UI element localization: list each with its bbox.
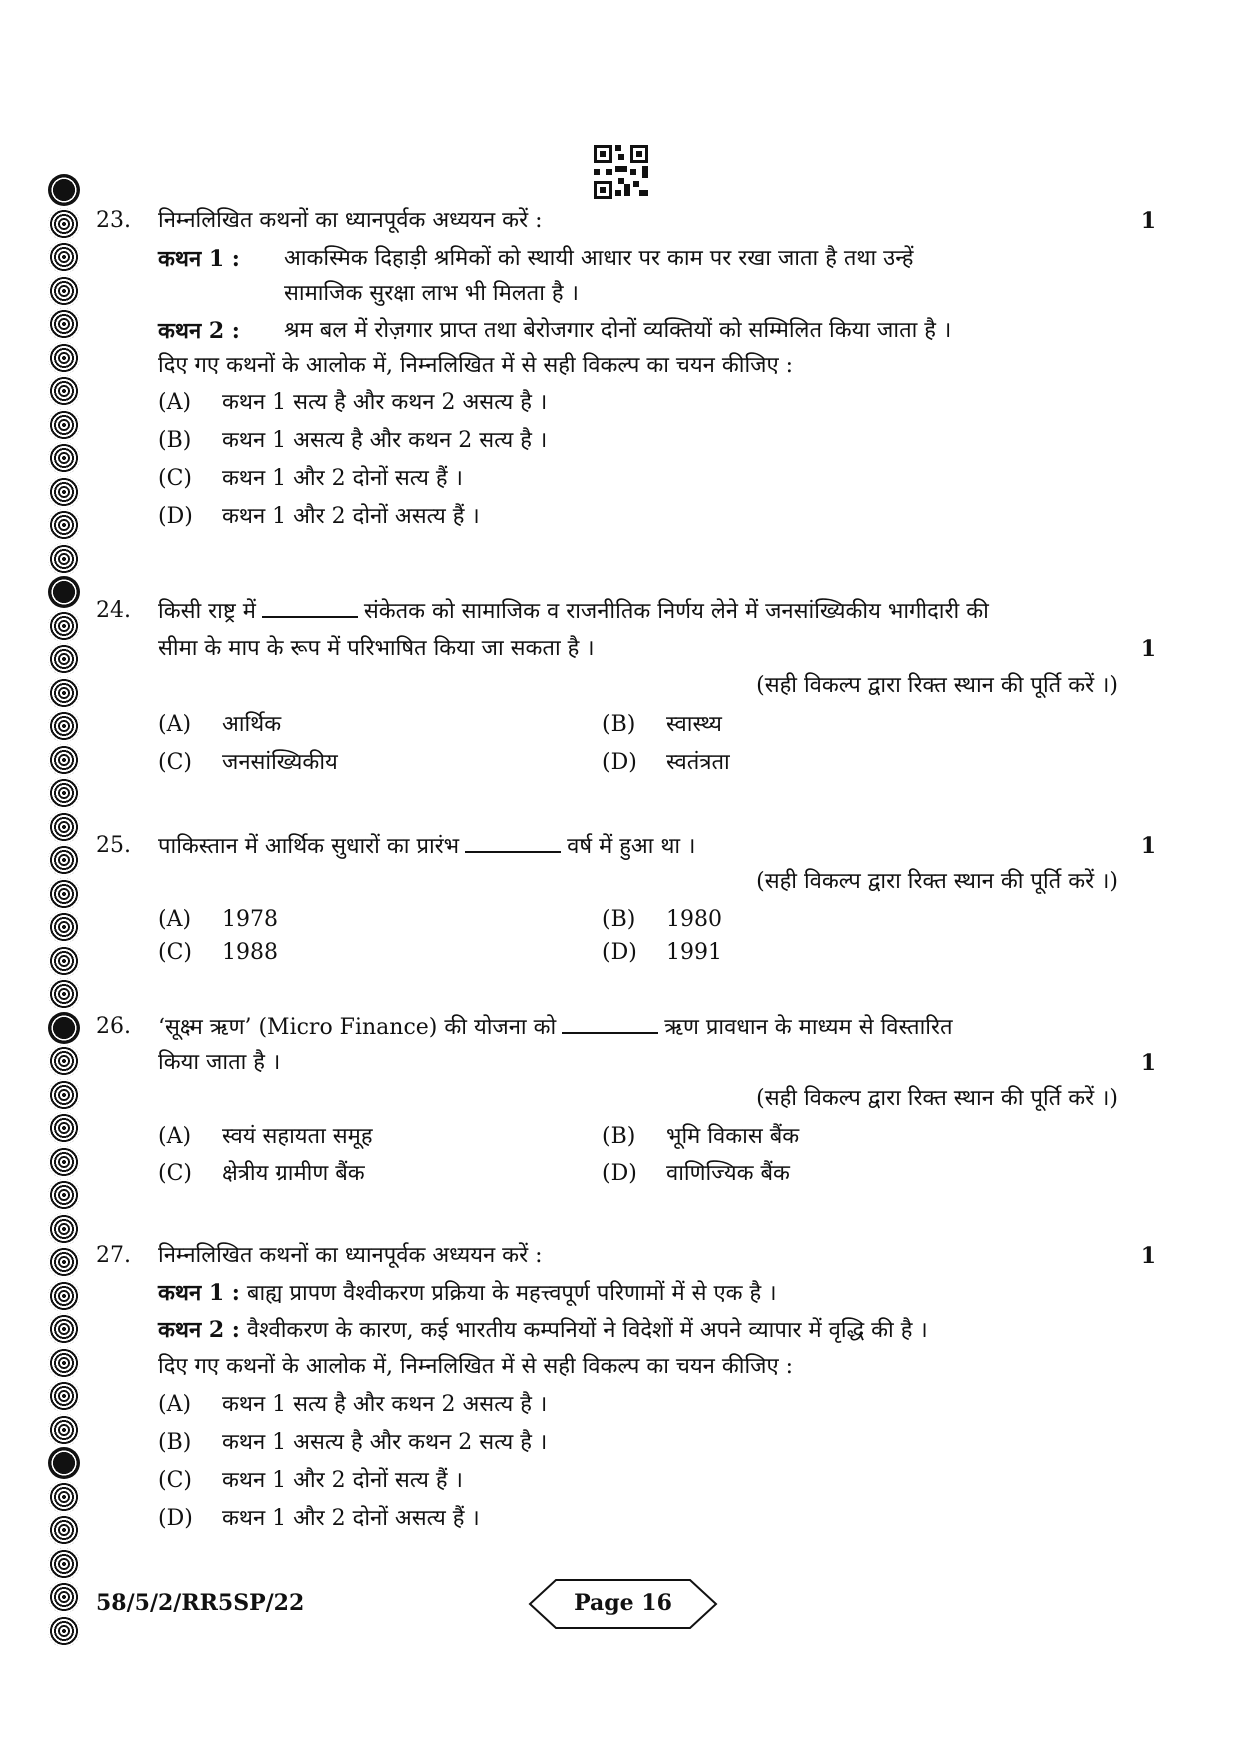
hint: (सही विकल्प द्वारा रिक्त स्थान की पूर्ति करें ।) (756, 1086, 1118, 1111)
option-d: (D) कथन 1 और 2 दोनों असत्य हैं । (158, 1506, 480, 1531)
margin-ring-icon (48, 576, 80, 608)
margin-ring-icon (48, 308, 80, 340)
statement-2-text: श्रम बल में रोज़गार प्राप्त तथा बेरोजगार दोनों व्यक्तियों को सम्मिलित किया जाता है । (284, 318, 952, 343)
option-a: (A) कथन 1 सत्य है और कथन 2 असत्य है । (158, 1392, 548, 1417)
margin-ring-icon (48, 744, 80, 776)
question-stem: किसी राष्ट्र में संकेतक को सामाजिक व राजनीतिक निर्णय लेने में जनसांख्यिकीय भागीदारी की (158, 599, 989, 624)
margin-ring-icon (48, 543, 80, 575)
margin-ring-icon (48, 1380, 80, 1412)
option-d: (D) 1991 (602, 940, 722, 965)
margin-ring-icon (48, 811, 80, 843)
margin-ring-icon (48, 610, 80, 642)
option-c: (C) 1988 (158, 940, 278, 965)
option-d: (D) कथन 1 और 2 दोनों असत्य हैं । (158, 504, 480, 529)
margin-ring-icon (48, 208, 80, 240)
option-c: (C) कथन 1 और 2 दोनों सत्य हैं । (158, 466, 463, 491)
marks: 1 (1140, 833, 1156, 859)
statement-1-text: आकस्मिक दिहाड़ी श्रमिकों को स्थायी आधार पर काम पर रखा जाता है तथा उन्हें (284, 246, 914, 271)
margin-ring-icon (48, 1079, 80, 1111)
marks: 1 (1140, 1050, 1156, 1076)
option-a: (A) कथन 1 सत्य है और कथन 2 असत्य है । (158, 390, 548, 415)
question-stem: पाकिस्तान में आर्थिक सुधारों का प्रारंभ वर्ष में हुआ था । (158, 834, 696, 859)
margin-ring-icon (48, 342, 80, 374)
statement-2-label: कथन 2 : (158, 318, 240, 344)
qr-code-icon (594, 145, 648, 199)
page-number-badge (528, 1578, 718, 1630)
margin-ring-icon (48, 409, 80, 441)
margin-ring-icon (48, 1246, 80, 1278)
margin-ring-icon (48, 1012, 80, 1044)
fill-blank (562, 1014, 658, 1034)
instruction: दिए गए कथनों के आलोक में, निम्नलिखित में से सही विकल्प का चयन कीजिए : (158, 1354, 794, 1379)
margin-ring-icon (48, 1514, 80, 1546)
margin-ring-icon (48, 1447, 80, 1479)
marks: 1 (1140, 1243, 1156, 1269)
margin-ring-icon (48, 241, 80, 273)
question-stem: ‘सूक्ष्म ऋण’ (Micro Finance) की योजना को ऋण प्रावधान के माध्यम से विस्तारित (158, 1015, 953, 1040)
margin-ring-icon (48, 1581, 80, 1613)
margin-ring-icon (48, 710, 80, 742)
option-b: (B) भूमि विकास बैंक (602, 1124, 800, 1149)
margin-ring-icon (48, 643, 80, 675)
option-b: (B) स्वास्थ्य (602, 712, 722, 737)
option-a: (A) आर्थिक (158, 712, 282, 737)
statement-1-text-cont: सामाजिक सुरक्षा लाभ भी मिलता है । (284, 281, 579, 306)
question-stem: निम्नलिखित कथनों का ध्यानपूर्वक अध्ययन करें : (158, 1243, 543, 1268)
page-label: Page 16 (574, 1590, 672, 1616)
question-25 (96, 833, 1156, 973)
option-d: (D) स्वतंत्रता (602, 750, 730, 775)
margin-ring-icon (48, 1112, 80, 1144)
margin-ring-icon (48, 1347, 80, 1379)
margin-ring-icon (48, 1045, 80, 1077)
paper-code: 58/5/2/RR5SP/22 (96, 1590, 305, 1616)
option-c: (C) क्षेत्रीय ग्रामीण बैंक (158, 1161, 365, 1186)
fill-blank (262, 598, 358, 618)
margin-ring-icon (48, 375, 80, 407)
margin-ring-icon (48, 1548, 80, 1580)
margin-ring-icon (48, 677, 80, 709)
option-b: (B) कथन 1 असत्य है और कथन 2 सत्य है । (158, 1430, 548, 1455)
margin-ring-icon (48, 442, 80, 474)
margin-ring-icon (48, 878, 80, 910)
question-stem-cont: किया जाता है । (158, 1050, 281, 1075)
margin-ring-icon (48, 275, 80, 307)
option-c: (C) जनसांख्यिकीय (158, 750, 338, 775)
option-b: (B) 1980 (602, 907, 722, 932)
margin-ring-icon (48, 1146, 80, 1178)
question-number: 26. (96, 1014, 131, 1039)
instruction: दिए गए कथनों के आलोक में, निम्नलिखित में से सही विकल्प का चयन कीजिए : (158, 353, 794, 378)
margin-ring-icon (48, 777, 80, 809)
margin-ring-icon (48, 911, 80, 943)
question-26 (96, 1014, 1156, 1214)
question-number: 25. (96, 833, 131, 858)
margin-ring-icon (48, 174, 80, 206)
option-a: (A) 1978 (158, 907, 278, 932)
question-24 (96, 598, 1156, 798)
margin-ring-strip (48, 174, 86, 1648)
margin-ring-icon (48, 978, 80, 1010)
margin-ring-icon (48, 476, 80, 508)
question-stem: निम्नलिखित कथनों का ध्यानपूर्वक अध्ययन करें : (158, 208, 543, 233)
option-b: (B) कथन 1 असत्य है और कथन 2 सत्य है । (158, 428, 548, 453)
margin-ring-icon (48, 1179, 80, 1211)
margin-ring-icon (48, 509, 80, 541)
question-27 (96, 1243, 1156, 1553)
statement-1-label: कथन 1 : (158, 246, 240, 272)
margin-ring-icon (48, 945, 80, 977)
margin-ring-icon (48, 1313, 80, 1345)
fill-blank (465, 833, 561, 853)
question-stem-cont: सीमा के माप के रूप में परिभाषित किया जा सकता है । (158, 636, 595, 661)
question-number: 24. (96, 598, 131, 623)
question-number: 23. (96, 208, 131, 233)
margin-ring-icon (48, 1414, 80, 1446)
option-d: (D) वाणिज्यिक बैंक (602, 1161, 790, 1186)
margin-ring-icon (48, 1213, 80, 1245)
option-a: (A) स्वयं सहायता समूह (158, 1124, 373, 1149)
marks: 1 (1140, 636, 1156, 662)
margin-ring-icon (48, 1280, 80, 1312)
statement-2: कथन 2 : वैश्वीकरण के कारण, कई भारतीय कम्पनियों ने विदेशों में अपने व्यापार में वृद्धि की है । (158, 1317, 928, 1343)
hint: (सही विकल्प द्वारा रिक्त स्थान की पूर्ति करें ।) (756, 869, 1118, 894)
hint: (सही विकल्प द्वारा रिक्त स्थान की पूर्ति करें ।) (756, 673, 1118, 698)
question-23 (96, 208, 1156, 529)
margin-ring-icon (48, 844, 80, 876)
option-c: (C) कथन 1 और 2 दोनों सत्य हैं । (158, 1468, 463, 1493)
margin-ring-icon (48, 1481, 80, 1513)
statement-1: कथन 1 : बाह्य प्रापण वैश्वीकरण प्रक्रिया के महत्त्वपूर्ण परिणामों में से एक है । (158, 1280, 777, 1306)
margin-ring-icon (48, 1615, 80, 1647)
marks: 1 (1140, 208, 1156, 234)
question-number: 27. (96, 1243, 131, 1268)
